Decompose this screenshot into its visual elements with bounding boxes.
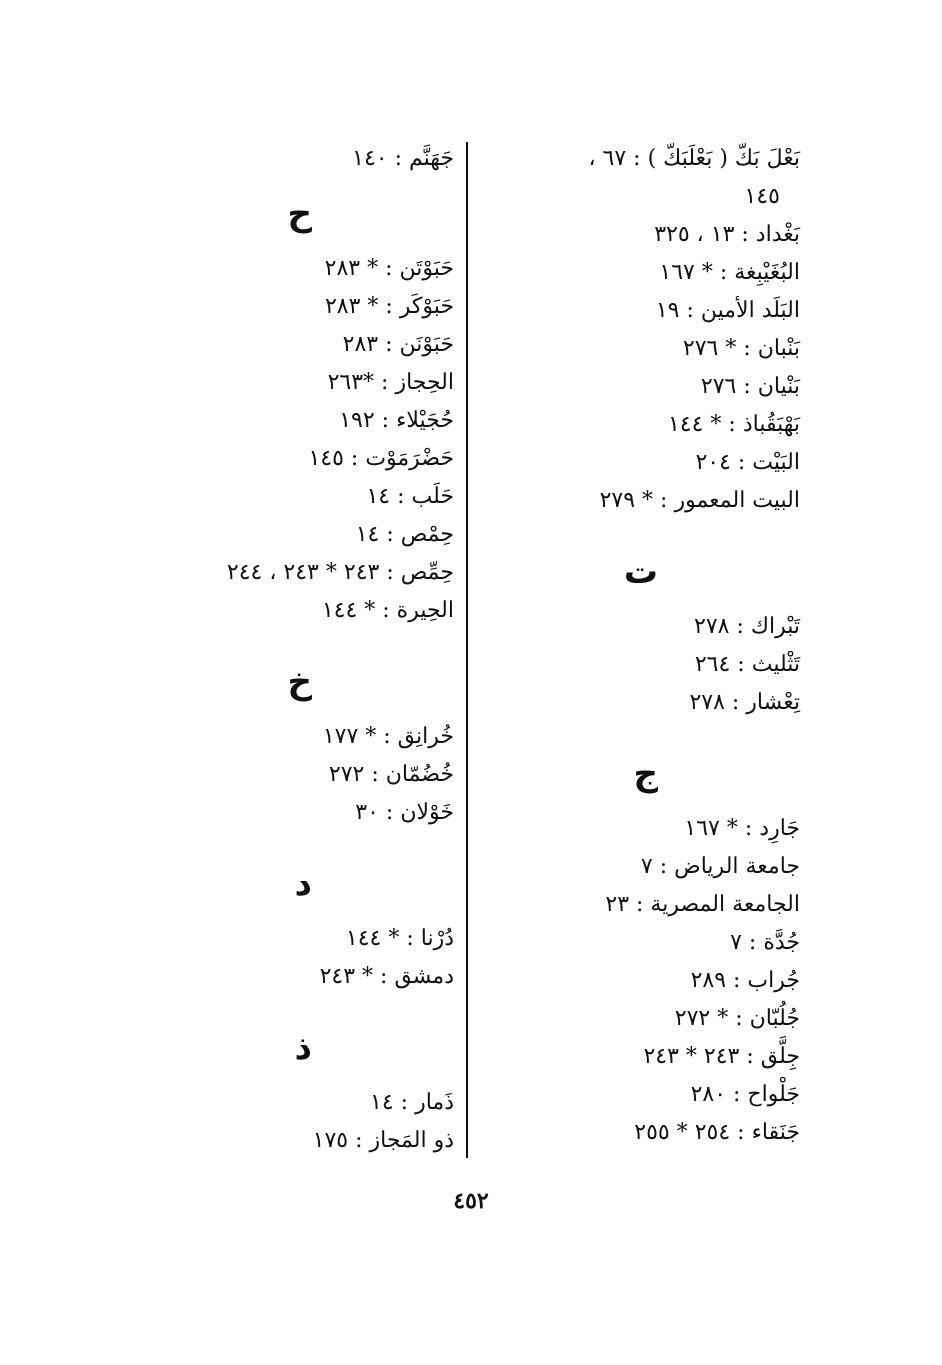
index-entry: حِمِّص : ٢٤٣ * ٢٤٣ ، ٢٤٤ xyxy=(226,560,454,585)
section-letter-heading: ح xyxy=(287,194,312,234)
index-entry: خُرانِق : * ١٧٧ xyxy=(322,724,454,749)
index-entry: جُراب : ٢٨٩ xyxy=(690,968,800,993)
index-entry: حِمْص : ١٤ xyxy=(355,522,454,547)
index-entry: خُضُمّان : ٢٧٢ xyxy=(328,762,454,787)
index-entry: جَنَقاء : ٢٥٤ * ٢٥٥ xyxy=(634,1120,800,1145)
index-entry: جَهَنَّم : ١٤٠ xyxy=(352,146,454,171)
section-letter-heading: خ xyxy=(287,662,312,702)
index-entry: جَارِد : * ١٦٧ xyxy=(684,816,800,841)
index-entry: الحِجاز : *٢٦٣ xyxy=(327,370,454,395)
index-entry: جامعة الرياض : ٧ xyxy=(640,854,800,879)
index-entry: حَلَب : ١٤ xyxy=(366,484,454,509)
index-entry: تِعْشار : ٢٧٨ xyxy=(689,690,800,715)
index-entry: حَبَوْنَن : ٢٨٣ xyxy=(342,332,454,357)
index-entry: دمشق : * ٢٤٣ xyxy=(319,964,454,989)
index-entry: دُرْنا : * ١٤٤ xyxy=(345,926,454,951)
index-column-left xyxy=(94,140,454,1160)
index-entry-continuation: ١٤٥ xyxy=(744,184,780,209)
section-letter-heading: ت xyxy=(623,552,658,592)
index-entry: تَثْليث : ٢٦٤ xyxy=(694,652,800,677)
index-entry: البَلَد الأمين : ١٩ xyxy=(655,298,800,323)
index-entry: بَغْداد : ١٣ ، ٣٢٥ xyxy=(654,222,800,247)
column-divider xyxy=(466,142,468,1158)
index-entry: حَضْرَمَوْت : ١٤٥ xyxy=(308,446,454,471)
index-entry: ذو المَجاز : ١٧٥ xyxy=(312,1128,454,1153)
index-entry: بَعْلَ بَكّ ( بَعْلَبَكّ ) : ٦٧ ، xyxy=(588,146,800,171)
index-entry: جِلَّق : ٢٤٣ * ٢٤٣ xyxy=(643,1044,800,1069)
index-entry: بَنْيان : ٢٧٦ xyxy=(700,374,800,399)
page-number: ٤٥٢ xyxy=(453,1188,489,1214)
index-entry: حَبَوْتَن : * ٢٨٣ xyxy=(324,256,454,281)
index-entry: البُغَيْبِغة : * ١٦٧ xyxy=(659,260,800,285)
index-column-right xyxy=(470,140,800,1152)
index-entry: حُجَيْلاء : ١٩٢ xyxy=(339,408,454,433)
index-entry: حَبَوْكَر : * ٢٨٣ xyxy=(324,294,454,319)
index-entry: الجامعة المصرية : ٢٣ xyxy=(605,892,800,917)
index-entry: خَوْلان : ٣٠ xyxy=(355,800,454,825)
index-entry: البيت المعمور : * ٢٧٩ xyxy=(599,488,800,513)
index-entry: البَيْت : ٢٠٤ xyxy=(695,450,800,475)
section-letter-heading: ج xyxy=(633,754,658,794)
index-entry: بَنْبان : * ٢٧٦ xyxy=(682,336,800,361)
index-entry: الحِيرة : * ١٤٤ xyxy=(321,598,454,623)
index-entry: جَلْواح : ٢٨٠ xyxy=(690,1082,800,1107)
index-entry: جُلُبّان : * ٢٧٢ xyxy=(674,1006,800,1031)
index-entry: تَبْراك : ٢٧٨ xyxy=(694,614,800,639)
index-entry: ذَمار : ١٤ xyxy=(370,1090,454,1115)
section-letter-heading: د xyxy=(294,864,312,904)
index-entry: جُدَّة : ٧ xyxy=(730,930,800,955)
section-letter-heading: ذ xyxy=(294,1028,312,1068)
index-entry: بَهْبَقُباذ : * ١٤٤ xyxy=(667,412,800,437)
